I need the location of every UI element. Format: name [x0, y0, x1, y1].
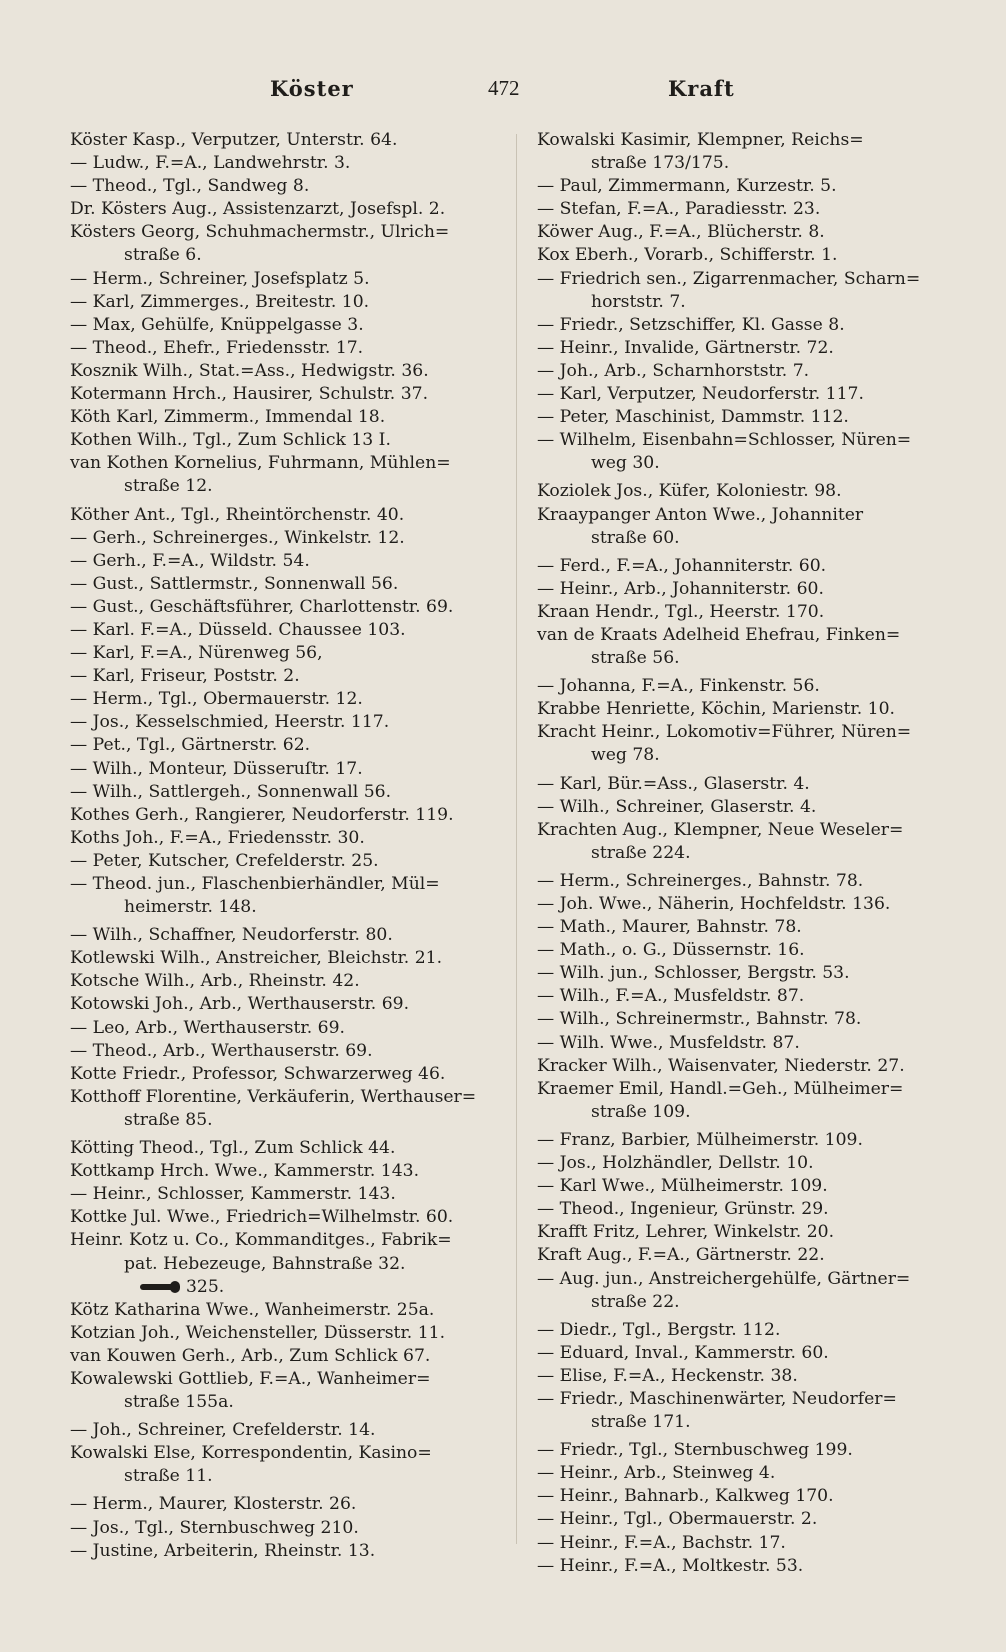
directory-entry	[537, 555, 953, 578]
directory-entry	[537, 1532, 953, 1555]
directory-entry	[537, 314, 953, 337]
entry-text: — Karl, Zimmerges., Breitestr. 10.	[70, 291, 370, 312]
directory-entry	[537, 916, 953, 939]
entry-text: — Heinr., Schlosser, Kammerstr. 143.	[70, 1184, 396, 1205]
entry-text: — Theod., Ehefr., Friedensstr. 17.	[70, 337, 364, 358]
entry-text: — Wilh., Schreinermstr., Bahnstr. 78.	[537, 1009, 862, 1030]
entry-text: — Wilhelm, Eisenbahn=Schlosser, Nüren=	[537, 430, 912, 451]
directory-entry	[537, 383, 953, 406]
directory-entry	[70, 781, 502, 804]
entry-continuation: straße 56.	[591, 648, 680, 669]
entry-text: Kotsche Wilh., Arb., Rheinstr. 42.	[70, 971, 360, 992]
directory-entry	[70, 873, 502, 919]
directory-entry	[537, 601, 953, 624]
entry-text: Krachten Aug., Klempner, Neue Weseler=	[537, 819, 904, 840]
directory-entry	[70, 924, 502, 947]
directory-entry	[537, 1129, 953, 1152]
entry-continuation: straße 155a.	[124, 1392, 234, 1413]
directory-entry	[537, 893, 953, 916]
directory-entry	[70, 383, 502, 406]
entry-text: — Gerh., Schreinerges., Winkelstr. 12.	[70, 527, 405, 548]
directory-entry	[537, 773, 953, 796]
entry-continuation: straße 12.	[124, 476, 213, 497]
entry-text: — Herm., Schreiner, Josefsplatz 5.	[70, 268, 370, 289]
entry-text: — Karl, F.=A., Nürenweg 56,	[70, 643, 323, 664]
directory-entry	[70, 1540, 502, 1563]
entry-text: Kötting Theod., Tgl., Zum Schlick 44.	[70, 1138, 396, 1159]
entry-text: Kracker Wilh., Waisenvater, Niederstr. 27.	[537, 1055, 905, 1076]
directory-entry	[537, 1078, 953, 1124]
directory-entry	[70, 1299, 502, 1322]
entry-text: — Karl. F.=A., Düsseld. Chaussee 103.	[70, 619, 406, 640]
directory-entry	[537, 480, 953, 503]
directory-entry	[70, 452, 502, 498]
entry-text: Kotermann Hrch., Hausirer, Schulstr. 37.	[70, 384, 429, 405]
entry-continuation: straße 11.	[124, 1466, 213, 1487]
directory-entry	[537, 985, 953, 1008]
entry-text: — Karl Wwe., Mülheimerstr. 109.	[537, 1176, 828, 1197]
directory-entry	[70, 1137, 502, 1160]
directory-entry	[537, 175, 953, 198]
entry-text: — Heinr., F.=A., Bachstr. 17.	[537, 1532, 786, 1553]
entry-text: — Heinr., Tgl., Obermauerstr. 2.	[537, 1509, 818, 1530]
header-right-keyword: Kraft	[668, 76, 735, 101]
entry-text: — Wilh. Wwe., Musfeldstr. 87.	[537, 1032, 800, 1053]
directory-entry	[70, 1086, 502, 1132]
entry-text: — Wilh., Schreiner, Glaserstr. 4.	[537, 796, 817, 817]
directory-entry	[70, 850, 502, 873]
entry-continuation: straße 109.	[591, 1101, 691, 1122]
directory-entry	[70, 360, 502, 383]
entry-text: Köwer Aug., F.=A., Blücherstr. 8.	[537, 222, 825, 243]
directory-entry	[537, 698, 953, 721]
entry-text: Kösters Georg, Schuhmachermstr., Ulrich=	[70, 222, 450, 243]
entry-text: Koziolek Jos., Küfer, Koloniestr. 98.	[537, 481, 842, 502]
entry-text: — Herm., Maurer, Klosterstr. 26.	[70, 1494, 357, 1515]
entry-text: — Joh., Arb., Scharnhorststr. 7.	[537, 360, 810, 381]
entry-text: — Ludw., F.=A., Landwehrstr. 3.	[70, 153, 351, 174]
directory-entry	[70, 993, 502, 1016]
entry-text: — Diedr., Tgl., Bergstr. 112.	[537, 1319, 781, 1340]
directory-entry	[70, 152, 502, 175]
entry-text: Kothes Gerh., Rangierer, Neudorferstr. 119.	[70, 804, 454, 825]
directory-entry	[70, 175, 502, 198]
entry-text: — Friedr., Maschinenwärter, Neudorfer=	[537, 1388, 897, 1409]
entry-text: — Peter, Maschinist, Dammstr. 112.	[537, 407, 849, 428]
directory-entry	[537, 870, 953, 893]
entry-text: Kotlewski Wilh., Anstreicher, Bleichstr. 21.	[70, 948, 443, 969]
directory-entry	[537, 721, 953, 767]
directory-entry	[70, 596, 502, 619]
directory-entry	[70, 129, 502, 152]
entry-text: van de Kraats Adelheid Ehefrau, Finken=	[537, 624, 901, 645]
entry-continuation: straße 173/175.	[591, 153, 730, 174]
entry-text: — Gust., Geschäftsführer, Charlottenstr. 69.	[70, 596, 454, 617]
directory-entry	[70, 1517, 502, 1540]
entry-continuation: straße 171.	[591, 1412, 691, 1433]
entry-text: Kraan Hendr., Tgl., Heerstr. 170.	[537, 601, 825, 622]
directory-entry	[70, 804, 502, 827]
directory-entry	[70, 1419, 502, 1442]
directory-entry	[70, 947, 502, 970]
directory-entry	[70, 550, 502, 573]
directory-entry	[537, 1555, 953, 1578]
directory-entry	[537, 198, 953, 221]
directory-entry	[537, 1008, 953, 1031]
directory-entry	[70, 1183, 502, 1206]
entry-text: — Herm., Tgl., Obermauerstr. 12.	[70, 689, 363, 710]
entry-text: — Karl, Bür.=Ass., Glaserstr. 4.	[537, 773, 810, 794]
entry-text: 325.	[186, 1276, 225, 1297]
entry-text: — Wilh., F.=A., Musfeldstr. 87.	[537, 986, 805, 1007]
entry-text: — Jos., Holzhändler, Dellstr. 10.	[537, 1153, 814, 1174]
directory-entry	[537, 221, 953, 244]
directory-entry	[70, 406, 502, 429]
directory-entry	[537, 360, 953, 383]
entry-text: — Joh. Wwe., Näherin, Hochfeldstr. 136.	[537, 894, 891, 914]
entry-text: — Justine, Arbeiterin, Rheinstr. 13.	[70, 1540, 376, 1561]
directory-entry	[537, 244, 953, 267]
directory-entry	[70, 429, 502, 452]
directory-entry	[70, 711, 502, 734]
entry-text: Krabbe Henriette, Köchin, Marienstr. 10.	[537, 699, 895, 720]
directory-entry	[70, 504, 502, 527]
entry-text: Kotthoff Florentine, Verkäuferin, Werthauser=	[70, 1086, 477, 1107]
directory-entry	[537, 1152, 953, 1175]
directory-entry	[70, 758, 502, 781]
entry-text: van Kothen Kornelius, Fuhrmann, Mühlen=	[70, 453, 451, 474]
entry-text: — Karl, Friseur, Poststr. 2.	[70, 666, 300, 687]
directory-entry	[537, 578, 953, 601]
directory-entry	[70, 573, 502, 596]
entry-text: — Johanna, F.=A., Finkenstr. 56.	[537, 676, 820, 697]
entry-text: — Friedrich sen., Zigarrenmacher, Scharn=	[537, 268, 921, 289]
entry-text: Kraft Aug., F.=A., Gärtnerstr. 22.	[537, 1245, 825, 1266]
entry-text: Köther Ant., Tgl., Rheintörchenstr. 40.	[70, 504, 405, 525]
entry-text: Koths Joh., F.=A., Friedensstr. 30.	[70, 827, 365, 848]
entry-text: Kottkamp Hrch. Wwe., Kammerstr. 143.	[70, 1161, 420, 1182]
entry-text: — Theod., Arb., Werthauserstr. 69.	[70, 1040, 373, 1061]
entry-text: van Kouwen Gerh., Arb., Zum Schlick 67.	[70, 1345, 431, 1366]
entry-text: — Paul, Zimmermann, Kurzestr. 5.	[537, 176, 837, 197]
directory-entry	[537, 1319, 953, 1342]
entry-text: — Gerh., F.=A., Wildstr. 54.	[70, 550, 310, 571]
directory-entry	[70, 1493, 502, 1516]
page-number: 472	[488, 76, 520, 100]
directory-entry	[70, 970, 502, 993]
directory-entry	[537, 962, 953, 985]
directory-entry	[70, 268, 502, 291]
entry-continuation: pat. Hebezeuge, Bahnstraße 32.	[124, 1253, 406, 1274]
entry-text: Kosznik Wilh., Stat.=Ass., Hedwigstr. 36.	[70, 360, 429, 381]
entry-text: — Jos., Tgl., Sternbuschweg 210.	[70, 1517, 359, 1538]
directory-entry	[537, 1268, 953, 1314]
directory-entry	[537, 1508, 953, 1531]
directory-entry	[70, 688, 502, 711]
entry-text: — Heinr., F.=A., Moltkestr. 53.	[537, 1555, 804, 1576]
entry-text: Kox Eberh., Vorarb., Schifferstr. 1.	[537, 245, 838, 266]
directory-entry	[537, 1244, 953, 1267]
directory-entry	[70, 1276, 502, 1299]
directory-entry	[70, 734, 502, 757]
entry-text: Kowalski Else, Korrespondentin, Kasino=	[70, 1443, 432, 1464]
entry-text: Dr. Kösters Aug., Assistenzarzt, Josefspl. 2.	[70, 199, 446, 220]
directory-entry	[70, 1368, 502, 1414]
directory-entry	[70, 314, 502, 337]
directory-entry	[537, 429, 953, 475]
entry-text: — Stefan, F.=A., Paradiesstr. 23.	[537, 199, 821, 220]
directory-entry	[537, 1485, 953, 1508]
directory-entry	[70, 1017, 502, 1040]
entry-text: Kraemer Emil, Handl.=Geh., Mülheimer=	[537, 1078, 904, 1099]
directory-entry	[70, 665, 502, 688]
directory-entry	[70, 1206, 502, 1229]
directory-entry	[70, 527, 502, 550]
directory-entry	[537, 939, 953, 962]
directory-entry	[537, 1055, 953, 1078]
directory-entry	[70, 619, 502, 642]
entry-text: — Gust., Sattlermstr., Sonnenwall 56.	[70, 573, 399, 594]
entry-text: Kötz Katharina Wwe., Wanheimerstr. 25a.	[70, 1299, 435, 1320]
entry-text: Heinr. Kotz u. Co., Kommanditges., Fabrik=	[70, 1230, 452, 1251]
entry-text: — Heinr., Arb., Steinweg 4.	[537, 1463, 776, 1484]
directory-entry	[537, 1221, 953, 1244]
entry-continuation: straße 6.	[124, 245, 202, 266]
entry-continuation: straße 22.	[591, 1291, 680, 1312]
entry-text: Köth Karl, Zimmerm., Immendal 18.	[70, 407, 386, 428]
directory-entry	[70, 1063, 502, 1086]
directory-entry	[537, 1388, 953, 1434]
header-left-keyword: Köster	[270, 76, 354, 101]
entry-text: Kotte Friedr., Professor, Schwarzerweg 46.	[70, 1063, 446, 1084]
entry-text: — Heinr., Invalide, Gärtnerstr. 72.	[537, 337, 834, 358]
entry-text: — Peter, Kutscher, Crefelderstr. 25.	[70, 850, 379, 871]
directory-entry	[537, 1198, 953, 1221]
directory-entry	[70, 1345, 502, 1368]
entry-text: — Math., o. G., Düssernstr. 16.	[537, 940, 805, 961]
entry-text: — Friedr., Tgl., Sternbuschweg 199.	[537, 1440, 853, 1461]
entry-text: — Heinr., Arb., Johanniterstr. 60.	[537, 578, 824, 599]
entry-text: — Ferd., F.=A., Johanniterstr. 60.	[537, 555, 827, 576]
entry-text: — Pet., Tgl., Gärtnerstr. 62.	[70, 735, 311, 756]
entry-continuation: horststr. 7.	[591, 291, 686, 312]
directory-entry	[537, 1175, 953, 1198]
entry-text: — Theod., Tgl., Sandweg 8.	[70, 176, 310, 197]
entry-continuation: weg 78.	[591, 745, 660, 766]
directory-entry	[70, 337, 502, 360]
directory-entry	[70, 1160, 502, 1183]
page-header	[0, 76, 1006, 116]
column-divider	[516, 134, 517, 1544]
directory-entry	[537, 1032, 953, 1055]
entry-continuation: straße 224.	[591, 842, 691, 863]
directory-entry	[537, 1439, 953, 1462]
directory-entry	[70, 221, 502, 267]
left-column	[70, 129, 502, 1563]
entry-text: — Herm., Schreinerges., Bahnstr. 78.	[537, 870, 864, 891]
directory-entry	[70, 642, 502, 665]
entry-text: — Joh., Schreiner, Crefelderstr. 14.	[70, 1420, 376, 1441]
entry-text: Krafft Fritz, Lehrer, Winkelstr. 20.	[537, 1222, 835, 1243]
directory-entry	[70, 198, 502, 221]
entry-text: — Math., Maurer, Bahnstr. 78.	[537, 917, 802, 938]
directory-entry	[537, 1462, 953, 1485]
directory-entry	[537, 129, 953, 175]
entry-continuation: straße 60.	[591, 527, 680, 548]
directory-entry	[537, 1342, 953, 1365]
entry-text: Kotzian Joh., Weichensteller, Düsserstr. 11.	[70, 1322, 446, 1343]
entry-text: — Elise, F.=A., Heckenstr. 38.	[537, 1365, 798, 1386]
directory-entry	[537, 504, 953, 550]
entry-text: — Karl, Verputzer, Neudorferstr. 117.	[537, 384, 864, 405]
entry-text: Kothen Wilh., Tgl., Zum Schlick 13 I.	[70, 430, 391, 451]
directory-entry	[537, 796, 953, 819]
directory-entry	[70, 1442, 502, 1488]
entry-text: Kowalewski Gottlieb, F.=A., Wanheimer=	[70, 1368, 431, 1389]
entry-text: Kracht Heinr., Lokomotiv=Führer, Nüren=	[537, 722, 912, 743]
directory-entry	[537, 675, 953, 698]
entry-text: Köster Kasp., Verputzer, Unterstr. 64.	[70, 130, 398, 150]
entry-text: — Friedr., Setzschiffer, Kl. Gasse 8.	[537, 314, 845, 335]
entry-text: — Eduard, Inval., Kammerstr. 60.	[537, 1342, 829, 1363]
right-column	[537, 129, 953, 1578]
entry-text: — Max, Gehülfe, Knüppelgasse 3.	[70, 314, 364, 335]
entry-text: Kowalski Kasimir, Klempner, Reichs=	[537, 130, 864, 150]
directory-entry	[537, 406, 953, 429]
directory-entry	[537, 624, 953, 670]
directory-entry	[537, 819, 953, 865]
directory-entry	[537, 337, 953, 360]
entry-text: — Wilh. jun., Schlosser, Bergstr. 53.	[537, 963, 850, 984]
entry-text: — Jos., Kesselschmied, Heerstr. 117.	[70, 712, 390, 733]
entry-text: — Aug. jun., Anstreichergehülfe, Gärtner=	[537, 1268, 911, 1289]
entry-text: — Wilh., Sattlergeh., Sonnenwall 56.	[70, 781, 392, 802]
directory-entry	[70, 1229, 502, 1275]
entry-text: Kottke Jul. Wwe., Friedrich=Wilhelmstr. 60.	[70, 1207, 454, 1228]
directory-entry	[537, 1365, 953, 1388]
entry-text: Kotowski Joh., Arb., Werthauserstr. 69.	[70, 994, 410, 1015]
entry-continuation: straße 85.	[124, 1109, 213, 1130]
entry-continuation: heimerstr. 148.	[124, 897, 257, 918]
entry-text: — Theod., Ingenieur, Grünstr. 29.	[537, 1199, 829, 1220]
directory-entry	[70, 1040, 502, 1063]
telephone-icon	[140, 1282, 180, 1292]
entry-text: — Heinr., Bahnarb., Kalkweg 170.	[537, 1486, 834, 1507]
entry-text: — Wilh., Schaffner, Neudorferstr. 80.	[70, 925, 393, 946]
directory-entry	[537, 268, 953, 314]
entry-text: Kraaypanger Anton Wwe., Johanniter	[537, 504, 864, 525]
directory-entry	[70, 291, 502, 314]
entry-continuation: weg 30.	[591, 453, 660, 474]
directory-entry	[70, 1322, 502, 1345]
entry-text: — Franz, Barbier, Mülheimerstr. 109.	[537, 1129, 863, 1150]
directory-entry	[70, 827, 502, 850]
entry-text: — Leo, Arb., Werthauserstr. 69.	[70, 1017, 345, 1038]
entry-text: — Wilh., Monteur, Düsseruſtr. 17.	[70, 758, 363, 779]
entry-text: — Theod. jun., Flaschenbierhändler, Mül=	[70, 874, 440, 894]
